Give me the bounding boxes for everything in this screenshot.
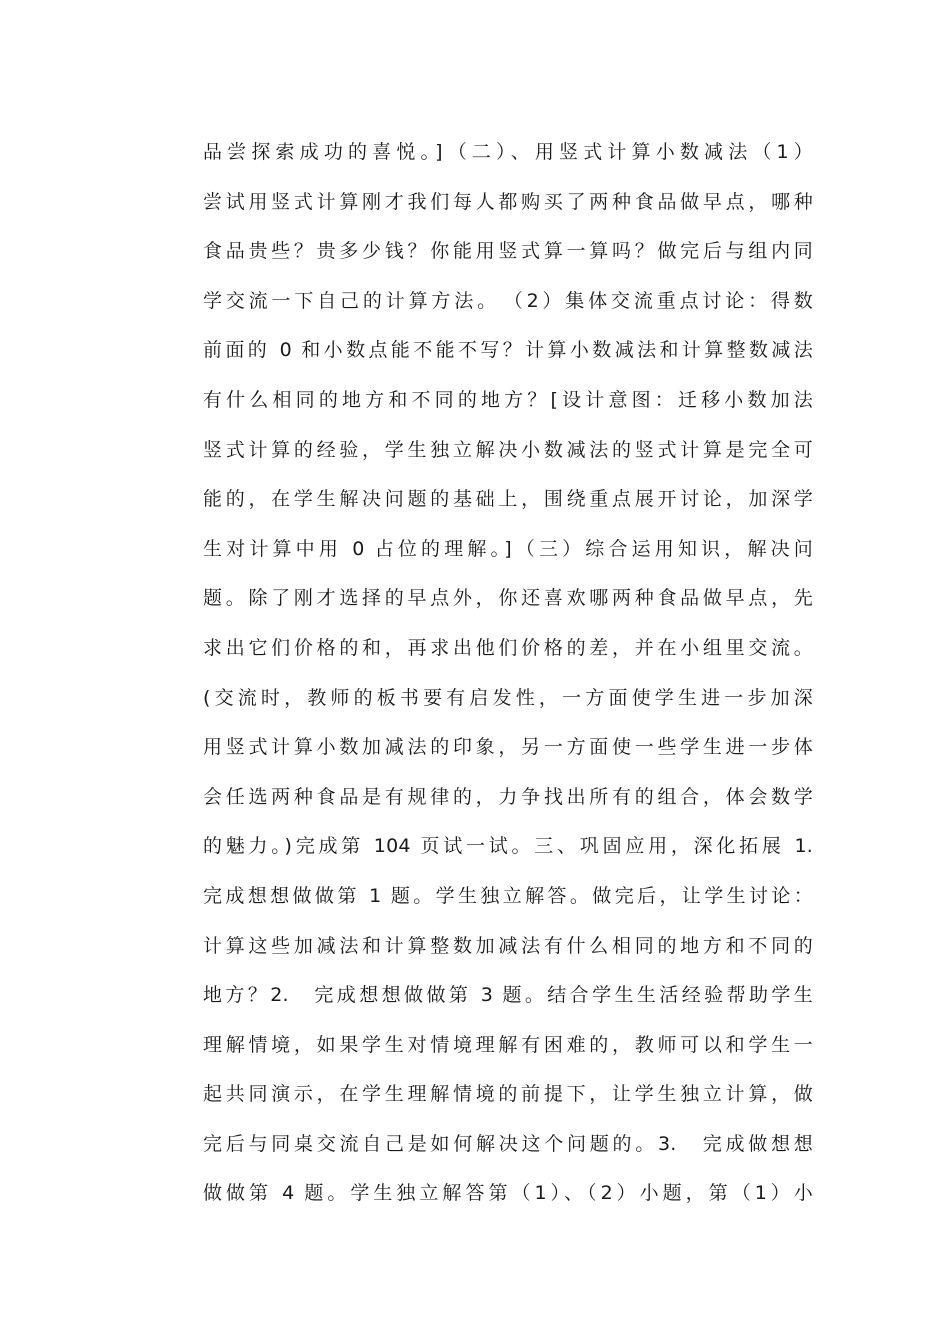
text-line: 完后与同桌交流自己是如何解决这个问题的。3. 完成做想想: [203, 1132, 813, 1155]
text-line: 有什么相同的地方和不同的地方？[设计意图：迁移小数加法: [203, 388, 813, 411]
text-line: 能的，在学生解决问题的基础上，围绕重点展开讨论，加深学: [203, 488, 813, 511]
text-line: (交流时，教师的板书要有启发性，一方面使学生进一步加深: [203, 686, 813, 709]
text-line: 会任选两种食品是有规律的，力争找出所有的组合，体会数学: [203, 785, 813, 808]
text-line: 竖式计算的经验，学生独立解决小数减法的竖式计算是完全可: [203, 438, 813, 461]
text-line: 做做第 4 题。学生独立解答第（1）、（2）小题，第（1）小: [203, 1182, 813, 1205]
text-line: 求出它们价格的和，再求出他们价格的差，并在小组里交流。: [203, 636, 813, 659]
text-line: 食品贵些？贵多少钱？你能用竖式算一算吗？做完后与组内同: [203, 240, 813, 263]
text-line: 题。除了刚才选择的早点外，你还喜欢哪两种食品做早点，先: [203, 587, 813, 610]
text-line: 前面的 0 和小数点能不能不写？计算小数减法和计算整数减法: [203, 339, 813, 362]
text-line: 起共同演示，在学生理解情境的前提下，让学生独立计算，做: [203, 1083, 813, 1106]
text-line: 计算这些加减法和计算整数加减法有什么相同的地方和不同的: [203, 934, 813, 957]
text-line: 生对计算中用 0 占位的理解。]（三）综合运用知识，解决问: [203, 537, 813, 560]
text-line: 地方？2. 完成想想做做第 3 题。结合学生生活经验帮助学生: [203, 984, 813, 1007]
text-line: 的魅力。)完成第 104 页试一试。三、巩固应用，深化拓展 1.: [203, 835, 813, 858]
body-text: [203, 128, 813, 1219]
text-line: 品尝探索成功的喜悦。]（二）、用竖式计算小数减法（1）: [203, 141, 813, 163]
text-line: 完成想想做做第 1 题。学生独立解答。做完后，让学生讨论：: [203, 884, 813, 907]
text-line: 用竖式计算小数加减法的印象，另一方面使一些学生进一步体: [203, 736, 813, 759]
text-line: 学交流一下自己的计算方法。 （2）集体交流重点讨论：得数: [203, 289, 813, 312]
text-line: 理解情境，如果学生对情境理解有困难的，教师可以和学生一: [203, 1033, 813, 1056]
text-line: 尝试用竖式计算刚才我们每人都购买了两种食品做早点，哪种: [203, 190, 813, 213]
